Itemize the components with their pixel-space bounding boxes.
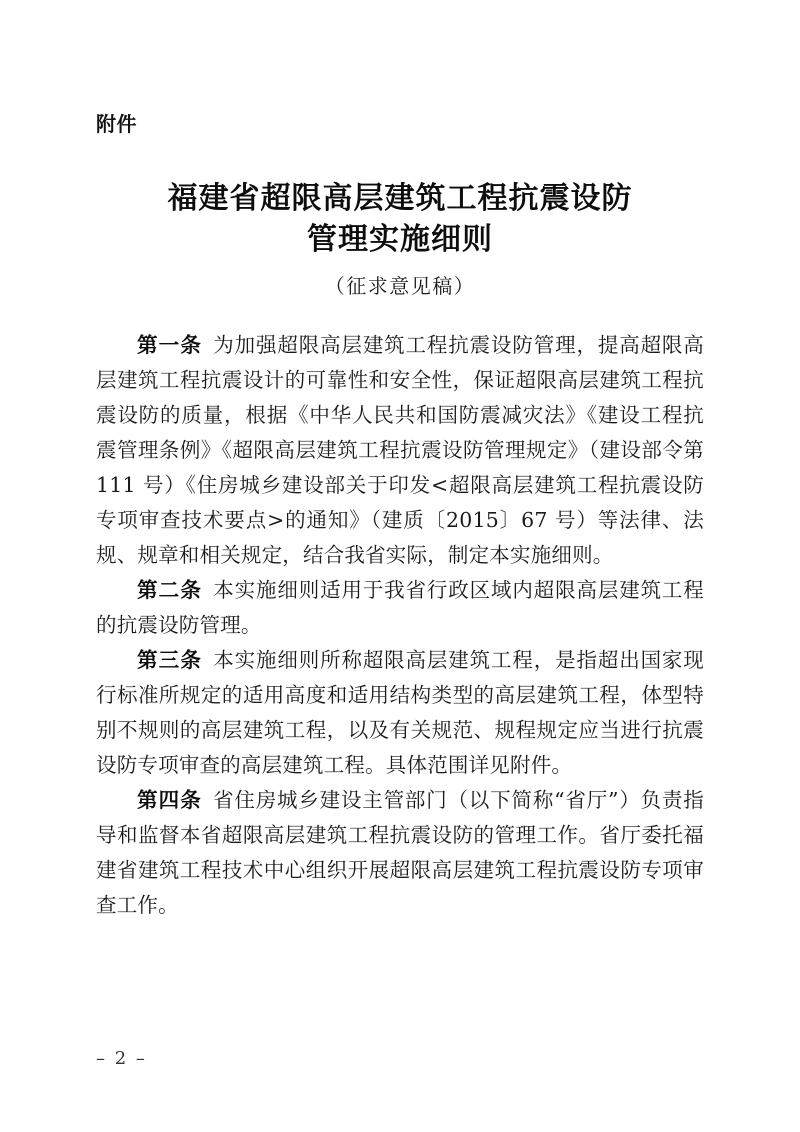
clause-text: 本实施细则所称超限高层建筑工程，是指超出国家现行标准所规定的适用高度和适用结构类型的高层建筑工程，体型特别不规则的高层建筑工程，以及有关规范、规程规定应当进行抗震设防专项审查的高层建筑工程。具体范围详见附件。 xyxy=(96,648,704,777)
clause-paragraph xyxy=(96,643,704,783)
clause-text: 本实施细则适用于我省行政区域内超限高层建筑工程的抗震设防管理。 xyxy=(96,578,704,637)
clause-label: 第四条 xyxy=(137,788,202,812)
clause-text: 为加强超限高层建筑工程抗震设防管理，提高超限高层建筑工程抗震设计的可靠性和安全性，保证超限高层建筑工程抗震设防的质量，根据《中华人民共和国防震减灾法》《建设工程抗震管理条例》《超限高层建筑工程抗震设防管理规定》（建设部令第 111 号）《住房城乡建设部关于印发<超限高层建筑工程抗震设防专项审查技术要点>的通知》（建质〔2015〕67 号）等法律、法规、规章和相关规定，结合我省实际，制定本实施细则。 xyxy=(96,333,704,567)
clause-text: 省住房城乡建设主管部门（以下简称“省厅”）负责指导和监督本省超限高层建筑工程抗震设防的管理工作。省厅委托福建省建筑工程技术中心组织开展超限高层建筑工程抗震设防专项审查工作。 xyxy=(96,788,704,917)
clause-paragraph xyxy=(96,783,704,923)
clause-paragraph xyxy=(96,573,704,643)
clause-label: 第一条 xyxy=(137,333,202,357)
document-subtitle: （征求意见稿） xyxy=(324,274,476,298)
clause-label: 第三条 xyxy=(137,648,202,672)
clause-paragraph xyxy=(96,328,704,573)
title-block xyxy=(96,178,704,300)
attachment-label: 附件 xyxy=(96,112,137,136)
title-line-1: 福建省超限高层建筑工程抗震设防 xyxy=(167,181,633,216)
clause-label: 第二条 xyxy=(137,578,202,602)
page-number-footer: – 2 – xyxy=(96,1048,147,1069)
page-title xyxy=(96,178,704,260)
title-line-2: 管理实施细则 xyxy=(307,222,493,257)
document-body xyxy=(96,328,704,923)
